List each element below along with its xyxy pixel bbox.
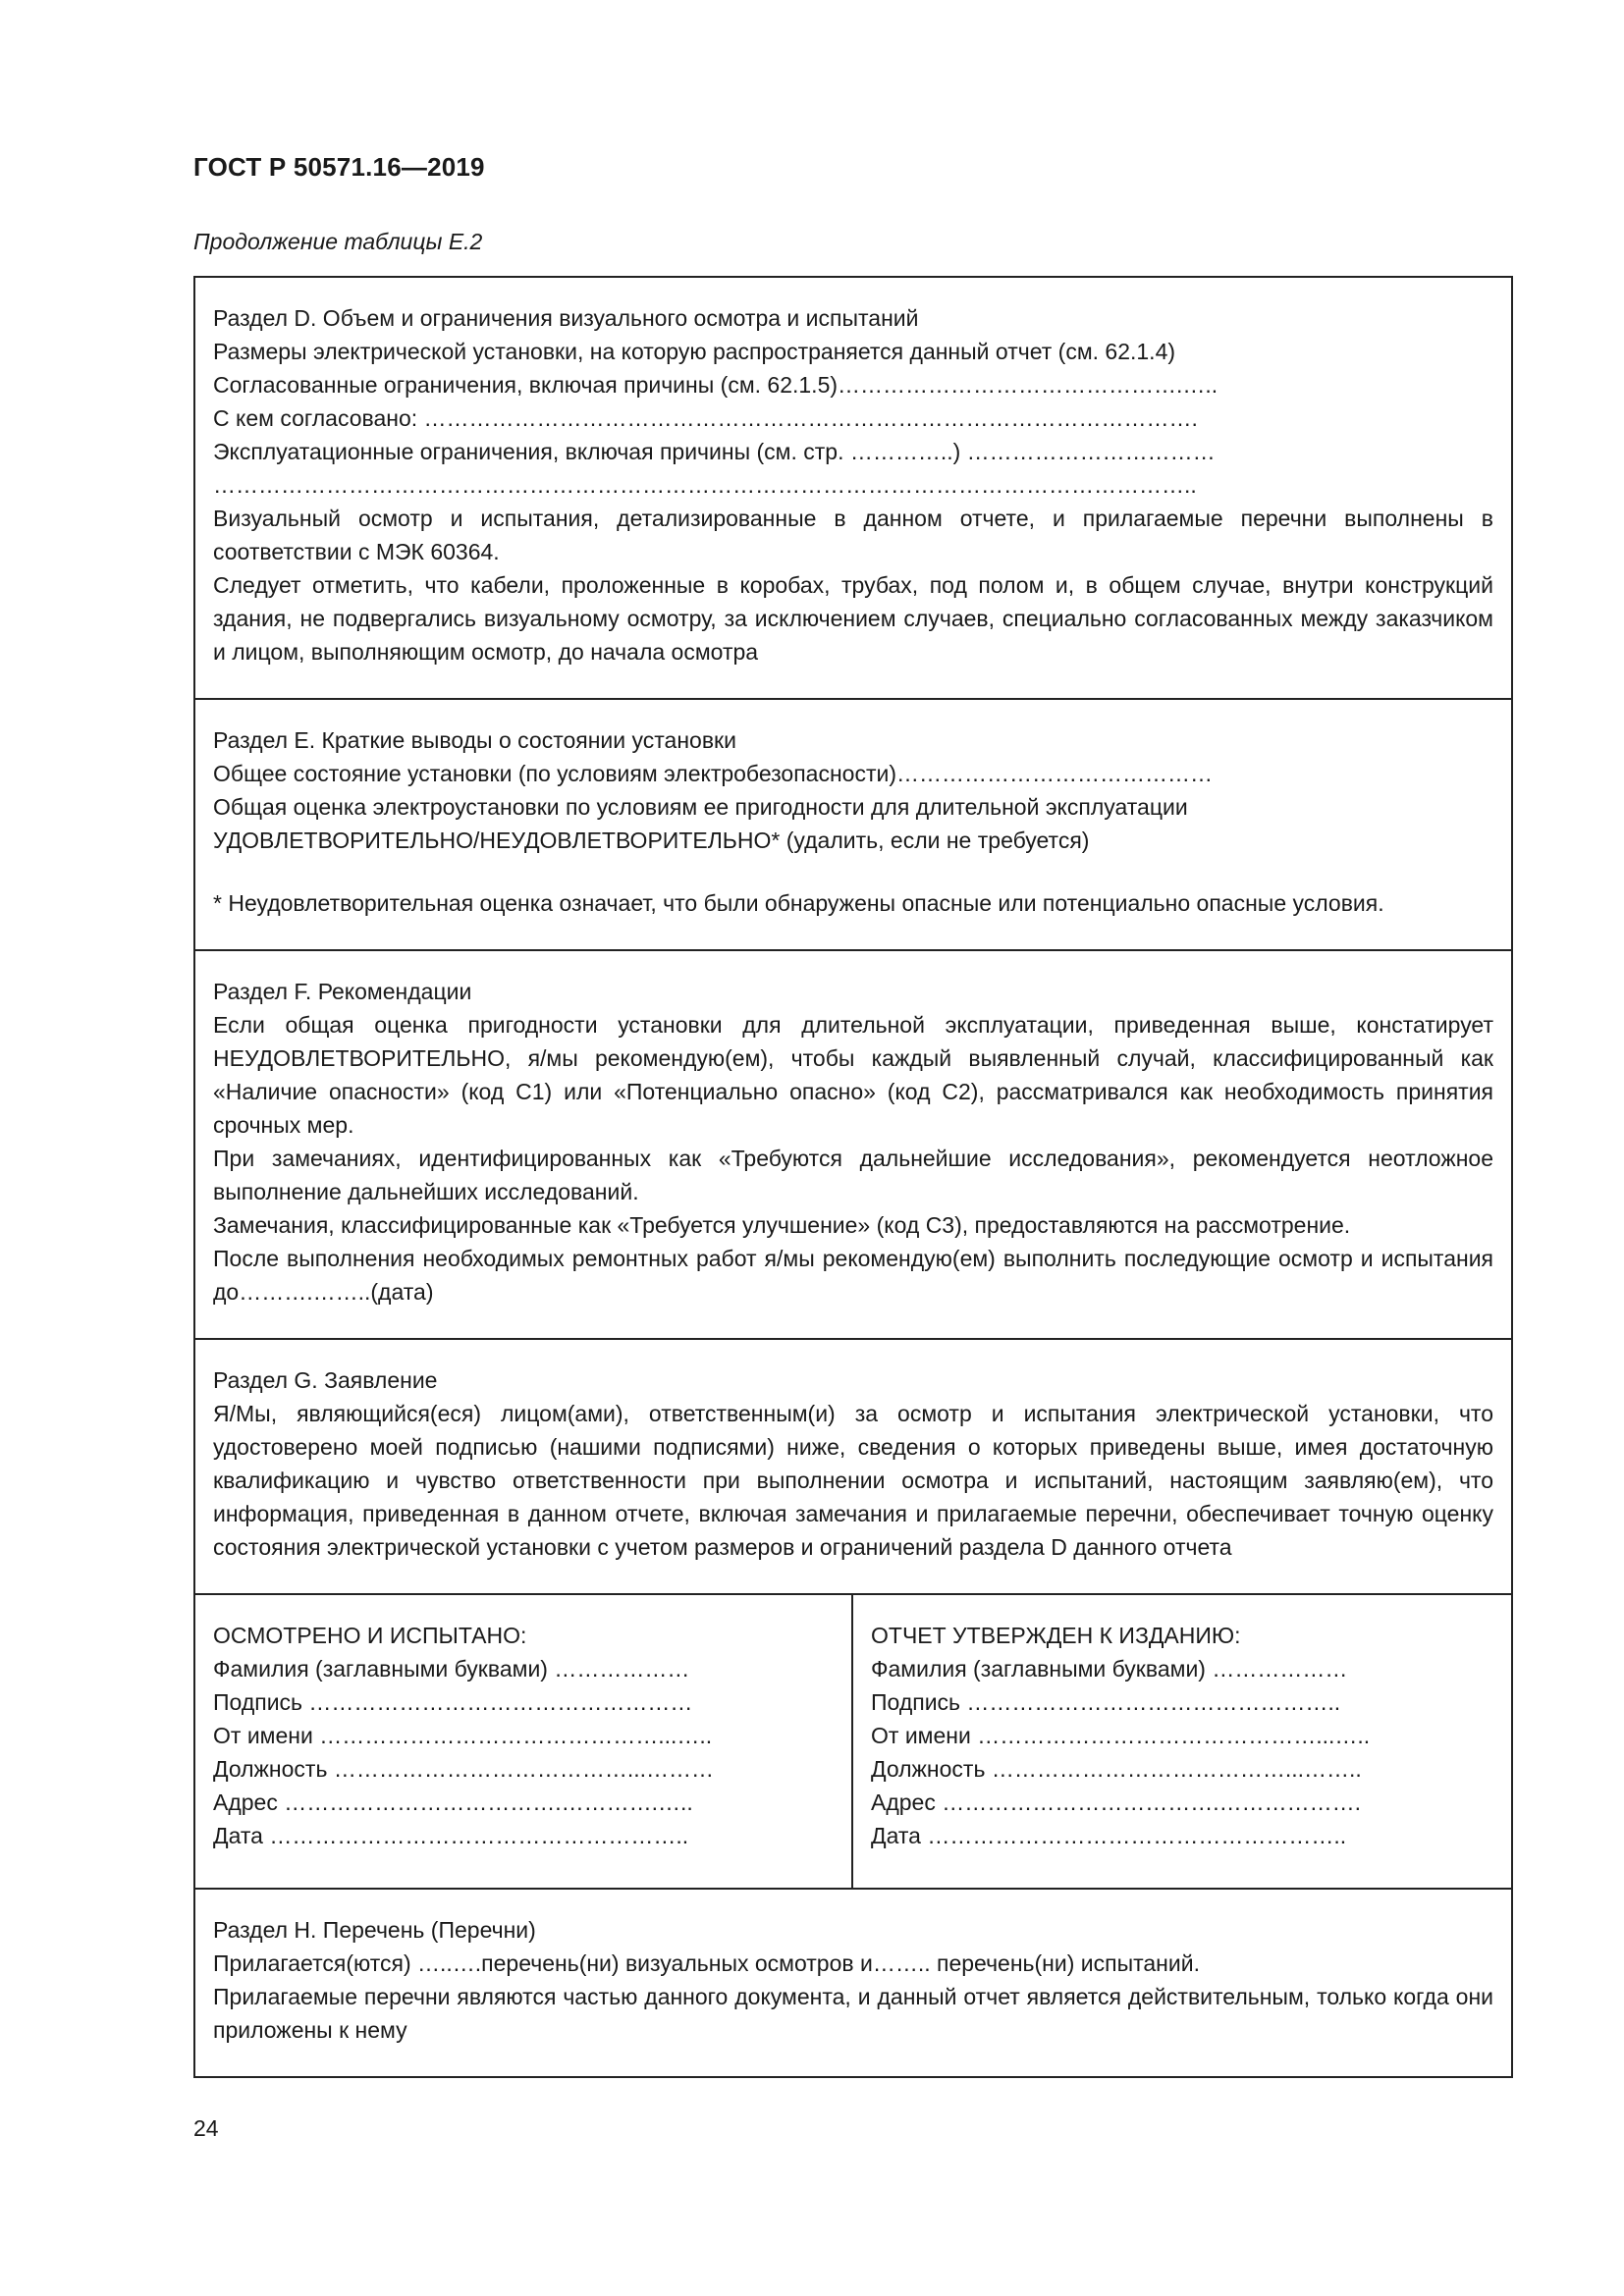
section-h [195, 1890, 1511, 2076]
section-e-title: Раздел E. Краткие выводы о состоянии установки [213, 727, 736, 753]
section-e-line: Общее состояние установки (по условиям электробезопасности)…………………………………… [213, 761, 1213, 786]
approved-column [853, 1595, 1511, 1888]
inspected-column [195, 1595, 853, 1888]
inspected-field: Должность …………………………………...……… [213, 1756, 714, 1782]
section-f-line: После выполнения необходимых ремонтных работ я/мы рекомендую(ем) выполнить последующие осмотр и испытания до……….……..(дата) [213, 1246, 1493, 1305]
page-number: 24 [193, 2115, 219, 2141]
approved-field: Фамилия (заглавными буквами) ……………… [871, 1656, 1348, 1682]
section-d-line: С кем согласовано: …………………………………………………………………………………………. [213, 405, 1198, 431]
inspected-field: Подпись …………………………………………… [213, 1689, 693, 1715]
document-code: ГОСТ Р 50571.16—2019 [193, 152, 485, 182]
approved-title: ОТЧЕТ УТВЕРЖДЕН К ИЗДАНИЮ: [871, 1623, 1241, 1648]
report-table [193, 276, 1513, 2078]
section-e-line: Общая оценка электроустановки по условиям ее пригодности для длительной эксплуатации [213, 794, 1188, 820]
section-d [195, 278, 1511, 700]
section-h-title: Раздел H. Перечень (Перечни) [213, 1917, 536, 1943]
section-g-line: Я/Мы, являющийся(еся) лицом(ами), ответственным(и) за осмотр и испытания электрической установки, что удостоверено моей подписью (нашими подписями) ниже, сведения о которых приведены выше, имея достаточную квалификацию и чувство ответственности при выполнении осмотра и испытаний, настоящим заявляю(ем), что информация, приведенная в данном отчете, включая замечания и прилагаемые перечни, обеспечивает точную оценку состояния электрической установки с учетом размеров и ограничений раздела D данного отчета [213, 1401, 1493, 1560]
section-g-title: Раздел G. Заявление [213, 1367, 438, 1393]
section-d-line: Следует отметить, что кабели, проложенные в коробах, трубах, под полом и, в общем случае, внутри конструкций здания, не подвергались визуальному осмотру, за исключением случаев, специально согласованных между заказчиком и лицом, выполняющим осмотр, до начала осмотра [213, 572, 1493, 665]
approved-field: Подпись ………………………………………….. [871, 1689, 1341, 1715]
section-f-line: Если общая оценка пригодности установки для длительной эксплуатации, приведенная выше, констатирует НЕУДОВЛЕТВОРИТЕЛЬНО, я/мы рекомендую(ем), чтобы каждый выявленный случай, классифицированный как «Наличие опасности» (код С1) или «Потенциально опасно» (код С2), рассматривался как необходимость принятия срочных мер. [213, 1012, 1493, 1138]
inspected-field: От имени ………………………………………...….. [213, 1723, 713, 1748]
section-e-footnote: * Неудовлетворительная оценка означает, что были обнаружены опасные или потенциально опасные условия. [213, 890, 1384, 916]
inspected-field: Адрес ……………………………….………….….. [213, 1789, 693, 1815]
section-d-line: Визуальный осмотр и испытания, детализированные в данном отчете, и прилагаемые перечни выполнены в соответствии с МЭК 60364. [213, 506, 1493, 564]
section-d-line: Согласованные ограничения, включая причины (см. 62.1.5)……………………………………….….. [213, 372, 1218, 398]
section-g [195, 1340, 1511, 1595]
section-d-line: ………………………………………………………………………………………………………………….. [213, 472, 1197, 498]
section-h-line: Прилагаемые перечни являются частью данного документа, и данный отчет является действительным, только когда они приложены к нему [213, 1984, 1493, 2043]
approved-field: От имени ………………………………………...….. [871, 1723, 1371, 1748]
section-f-title: Раздел F. Рекомендации [213, 979, 472, 1004]
section-d-line: Эксплуатационные ограничения, включая причины (см. стр. …………..) …………………………… [213, 439, 1216, 464]
inspected-title: ОСМОТРЕНО И ИСПЫТАНО: [213, 1623, 527, 1648]
section-f [195, 951, 1511, 1340]
section-e [195, 700, 1511, 951]
inspected-field: Фамилия (заглавными буквами) ……………… [213, 1656, 690, 1682]
approved-field: Адрес ……………………………….………………. [871, 1789, 1362, 1815]
section-f-line: Замечания, классифицированные как «Требуется улучшение» (код С3), предоставляются на рассмотрение. [213, 1212, 1351, 1238]
signature-block [195, 1595, 1511, 1890]
section-h-line: Прилагается(ются) …..….перечень(ни) визуальных осмотров и…….. перечень(ни) испытаний. [213, 1950, 1200, 1976]
section-d-line: Размеры электрической установки, на которую распространяется данный отчет (см. 62.1.4) [213, 339, 1176, 364]
section-d-title: Раздел D. Объем и ограничения визуального осмотра и испытаний [213, 305, 919, 331]
table-caption: Продолжение таблицы Е.2 [193, 229, 483, 254]
approved-field: Дата ……………………………………………….. [871, 1823, 1347, 1848]
inspected-field: Дата ……………………………………………….. [213, 1823, 689, 1848]
approved-field: Должность …………………………………...…….. [871, 1756, 1362, 1782]
section-f-line: При замечаниях, идентифицированных как «Требуются дальнейшие исследования», рекомендуется неотложное выполнение дальнейших исследований. [213, 1146, 1493, 1204]
section-e-line: УДОВЛЕТВОРИТЕЛЬНО/НЕУДОВЛЕТВОРИТЕЛЬНО* (удалить, если не требуется) [213, 828, 1090, 853]
